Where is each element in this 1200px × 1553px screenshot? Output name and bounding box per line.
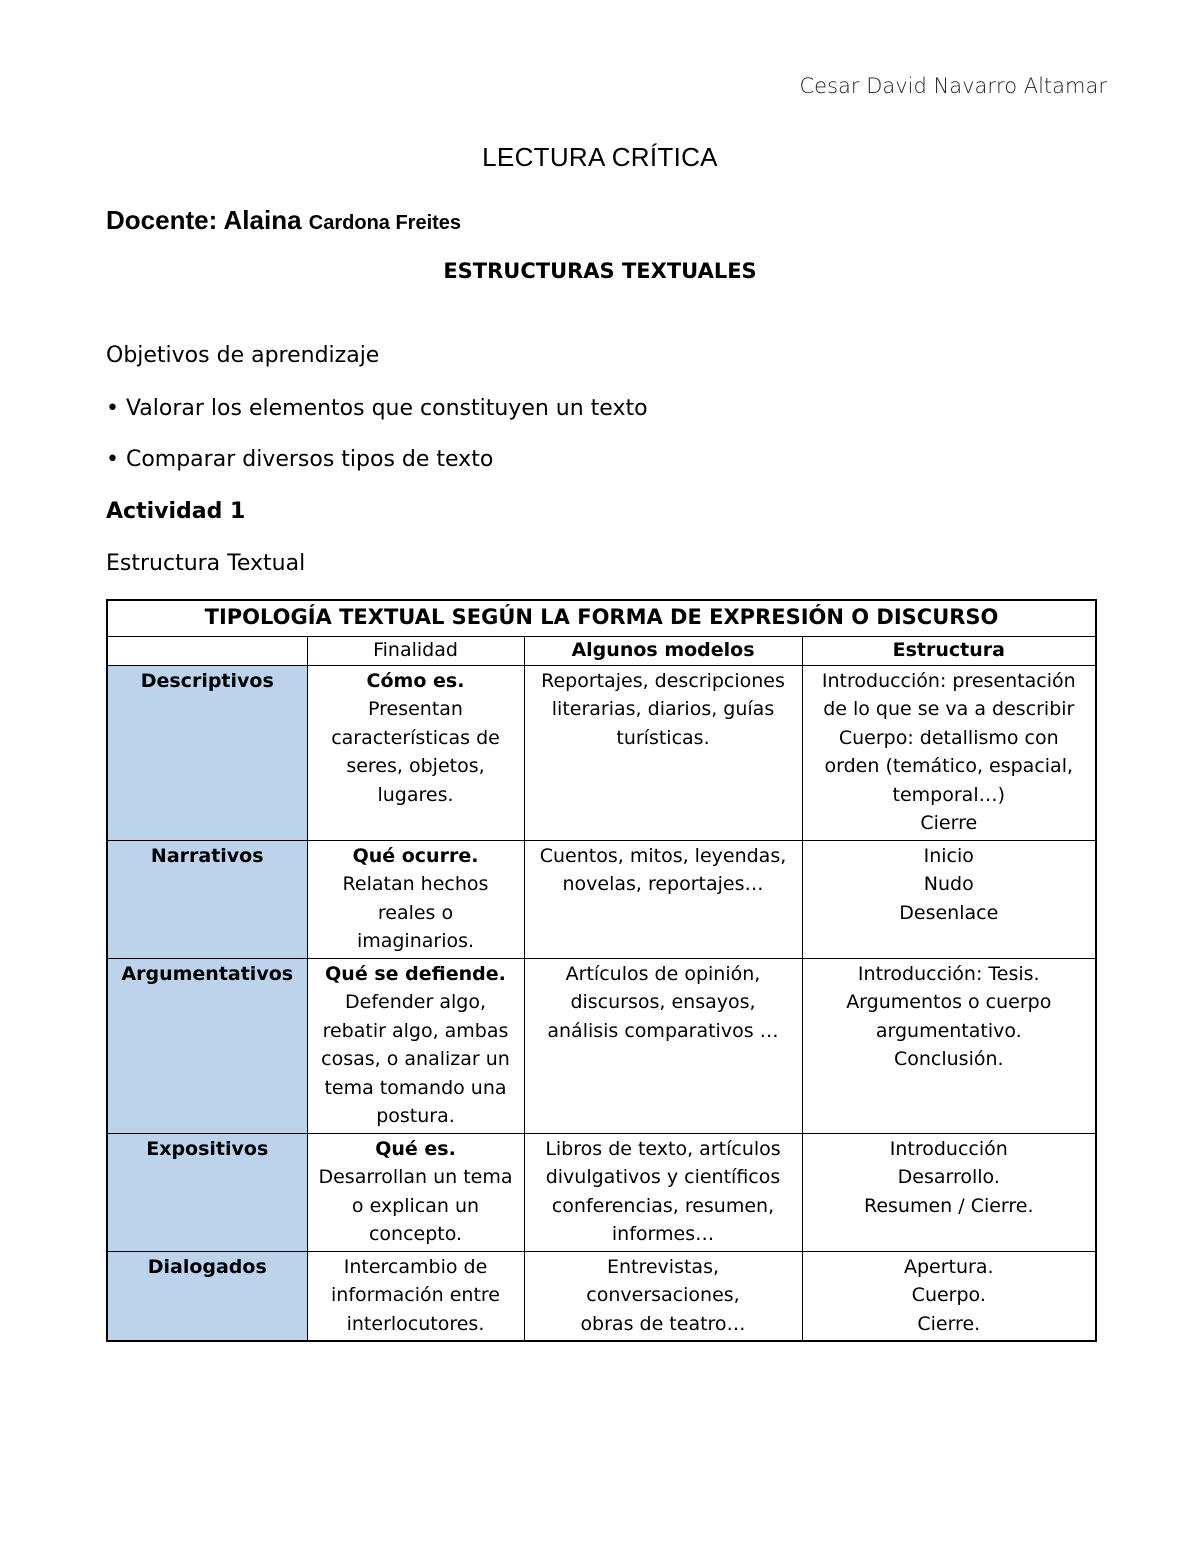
estructura-cell <box>802 840 1096 958</box>
text-type-cell: Argumentativos <box>107 958 307 1133</box>
modelos-line: literarias, diarios, guías <box>551 698 775 720</box>
text-type-cell: Dialogados <box>107 1251 307 1341</box>
finalidad-cell <box>307 665 524 840</box>
modelos-line: obras de teatro… <box>580 1312 746 1335</box>
modelos-cell <box>524 958 802 1133</box>
finalidad-line: Desarrollan un tema <box>318 1166 513 1188</box>
section-subtitle: ESTRUCTURAS TEXTUALES <box>443 259 757 283</box>
modelos-cell <box>524 840 802 958</box>
estructura-cell <box>802 958 1096 1133</box>
estructura-line: Introducción: Tesis. <box>857 962 1040 985</box>
estructura-line: Resumen / Cierre. <box>864 1194 1034 1217</box>
modelos-line: Cuentos, mitos, leyendas, <box>539 844 787 867</box>
estructura-line: Argumentos o cuerpo <box>846 991 1052 1013</box>
estructura-line: Cuerpo: detallismo con <box>838 726 1059 749</box>
finalidad-line: imaginarios. <box>356 930 475 952</box>
finalidad-line: características de <box>331 726 500 749</box>
page-title: LECTURA CRÍTICA <box>482 142 718 172</box>
finalidad-line: Relatan hechos <box>342 873 489 895</box>
estructura-line: Introducción: presentación <box>821 669 1076 692</box>
estructura-line: orden (temático, espacial, <box>824 755 1074 777</box>
finalidad-cell <box>307 958 524 1133</box>
author-name: Cesar David Navarro Altamar <box>799 74 1107 98</box>
modelos-line: discursos, ensayos, <box>570 991 756 1013</box>
estructura-cell <box>802 665 1096 840</box>
teacher-first-name: Alaina <box>223 205 302 235</box>
objective-bullet-1: • Valorar los elementos que constituyen un texto <box>106 396 648 421</box>
column-header-empty <box>107 636 307 665</box>
typology-table <box>106 599 1097 1342</box>
modelos-cell <box>524 1133 802 1251</box>
table-title: TIPOLOGÍA TEXTUAL SEGÚN LA FORMA DE EXPRESIÓN O DISCURSO <box>107 600 1096 636</box>
finalidad-question: Qué es. <box>375 1137 456 1160</box>
estructura-line: argumentativo. <box>875 1019 1022 1042</box>
finalidad-question: Qué se defiende. <box>325 962 506 985</box>
modelos-line: Reportajes, descripciones <box>541 669 785 692</box>
estructura-line: Conclusión. <box>893 1048 1004 1070</box>
modelos-line: divulgativos y científicos <box>545 1166 781 1188</box>
modelos-line: análisis comparativos … <box>547 1019 779 1042</box>
column-header-modelos: Algunos modelos <box>524 636 802 665</box>
estructura-line: Cuerpo. <box>911 1284 986 1306</box>
modelos-line: conferencias, resumen, <box>551 1194 775 1217</box>
objectives-title: Objetivos de aprendizaje <box>106 343 380 368</box>
estructura-line: Inicio <box>923 844 974 867</box>
modelos-cell <box>524 665 802 840</box>
finalidad-cell <box>307 1251 524 1341</box>
finalidad-line: información entre <box>331 1284 500 1306</box>
finalidad-line: o explican un <box>351 1194 480 1217</box>
estructura-cell <box>802 1251 1096 1341</box>
table-header-row <box>107 636 1096 665</box>
modelos-line: informes… <box>611 1223 715 1245</box>
finalidad-line: rebatir algo, ambas <box>322 1019 509 1042</box>
estructura-line: de lo que se va a describir <box>823 698 1075 720</box>
estructura-line: temporal…) <box>892 783 1006 806</box>
modelos-line: turísticas. <box>616 726 710 749</box>
finalidad-question: Qué ocurre. <box>352 844 479 867</box>
finalidad-cell <box>307 1133 524 1251</box>
finalidad-question: Cómo es. <box>366 669 465 692</box>
table-row <box>107 665 1096 840</box>
text-type-cell: Narrativos <box>107 840 307 958</box>
estructura-line: Desenlace <box>899 901 999 924</box>
table-body <box>107 665 1096 1341</box>
text-type-cell: Descriptivos <box>107 665 307 840</box>
table-row <box>107 1251 1096 1341</box>
finalidad-cell <box>307 840 524 958</box>
finalidad-line: lugares. <box>377 783 454 806</box>
estructura-line: Cierre <box>920 812 978 834</box>
finalidad-line: concepto. <box>368 1223 463 1245</box>
objective-bullet-2: • Comparar diversos tipos de texto <box>106 447 494 472</box>
estructura-line: Cierre. <box>917 1312 981 1335</box>
finalidad-line: interlocutores. <box>346 1312 485 1335</box>
teacher-last-name: Cardona Freites <box>308 212 462 234</box>
modelos-line: Artículos de opinión, <box>565 962 761 985</box>
table-row <box>107 840 1096 958</box>
structure-label: Estructura Textual <box>106 551 306 576</box>
table-row <box>107 1133 1096 1251</box>
text-type-cell: Expositivos <box>107 1133 307 1251</box>
estructura-line: Nudo <box>923 873 974 895</box>
table-row <box>107 958 1096 1133</box>
finalidad-line: postura. <box>376 1105 455 1127</box>
teacher-label: Docente: <box>106 205 218 235</box>
estructura-line: Apertura. <box>904 1255 994 1278</box>
finalidad-line: Intercambio de <box>343 1255 488 1278</box>
finalidad-line: cosas, o analizar un <box>321 1048 510 1070</box>
modelos-line: Entrevistas, <box>606 1255 720 1278</box>
modelos-line: Libros de texto, artículos <box>545 1137 781 1160</box>
teacher-line <box>106 205 461 236</box>
activity-heading: Actividad 1 <box>106 499 246 524</box>
finalidad-line: seres, objetos, <box>346 755 485 777</box>
modelos-cell <box>524 1251 802 1341</box>
modelos-line: novelas, reportajes… <box>562 873 764 895</box>
finalidad-line: Presentan <box>368 698 463 720</box>
modelos-line: conversaciones, <box>586 1284 740 1306</box>
estructura-cell <box>802 1133 1096 1251</box>
estructura-line: Desarrollo. <box>897 1166 1000 1188</box>
estructura-line: Introducción <box>889 1137 1008 1160</box>
column-header-finalidad: Finalidad <box>307 636 524 665</box>
finalidad-line: tema tomando una <box>324 1076 507 1099</box>
table-title-row <box>107 600 1096 636</box>
column-header-estructura: Estructura <box>802 636 1096 665</box>
finalidad-line: Defender algo, <box>345 991 486 1013</box>
finalidad-line: reales o <box>377 901 454 924</box>
